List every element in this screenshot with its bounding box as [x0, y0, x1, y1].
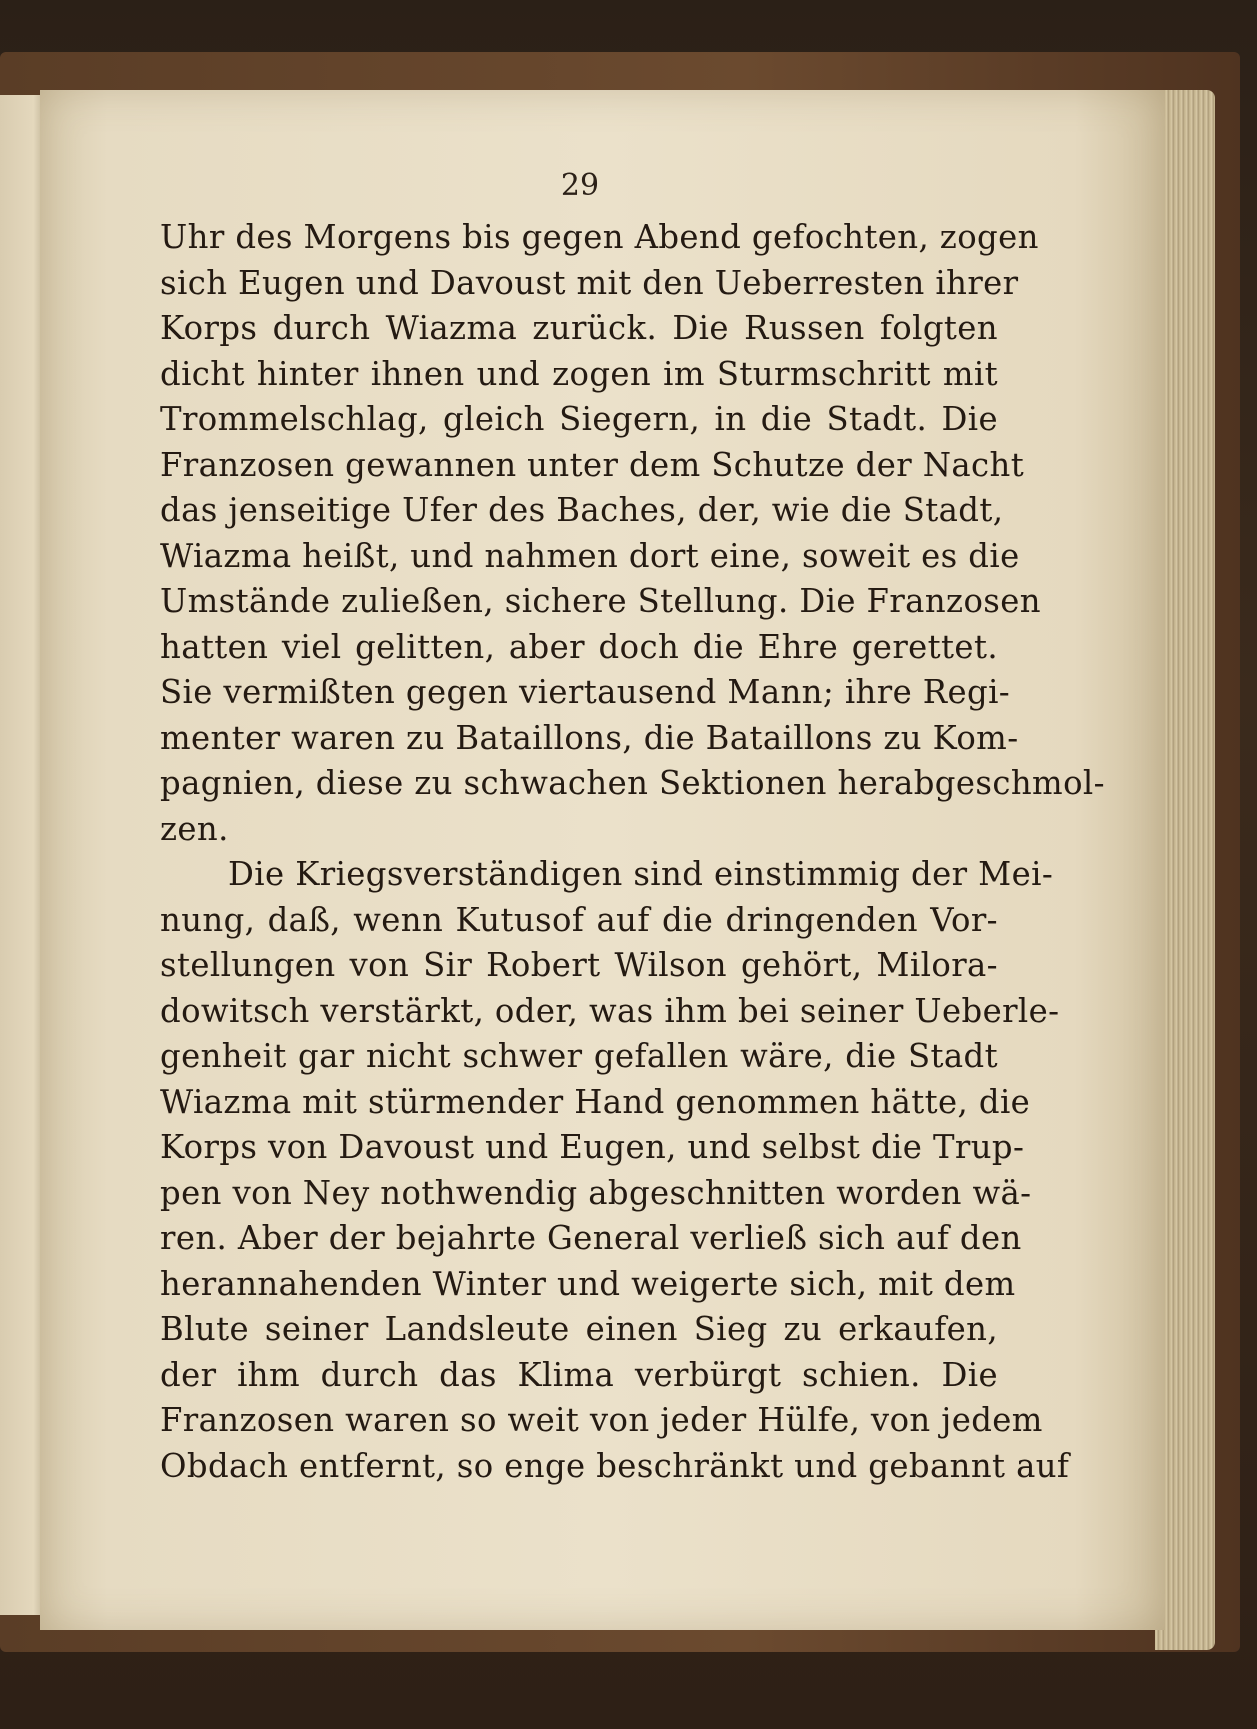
text-line: Obdach entfernt, so enge beschränkt und gebannt auf — [160, 1446, 1070, 1485]
text-line: hatten viel gelitten, aber doch die Ehre gerettet. — [160, 627, 998, 666]
text-line: zen. — [160, 809, 229, 848]
page-number: 29 — [560, 168, 600, 203]
text-line: Wiazma heißt, und nahmen dort eine, soweit es die — [160, 536, 1020, 575]
text-line: dicht hinter ihnen und zogen im Sturmschritt mit — [160, 354, 998, 393]
text-line: Die Kriegsverständigen sind einstimmig der Mei- — [228, 855, 1054, 893]
text-line: genheit gar nicht schwer gefallen wäre, die Stadt — [160, 1037, 998, 1075]
text-line: der ihm durch das Klima verbürgt schien. Die — [160, 1355, 998, 1394]
text-line: Umstände zuließen, sichere Stellung. Die Franzosen — [160, 582, 1041, 620]
text-line: Sie vermißten gegen viertausend Mann; ihre Regi- — [160, 673, 1011, 711]
text-line: Blute seiner Landsleute einen Sieg zu erkaufen, — [160, 1310, 998, 1348]
text-line: Korps durch Wiazma zurück. Die Russen folgten — [160, 309, 998, 347]
text-line: Wiazma mit stürmender Hand genommen hätte, die — [160, 1082, 1031, 1121]
text-line: menter waren zu Bataillons, die Bataillons zu Kom- — [160, 718, 1019, 757]
text-line: sich Eugen und Davoust mit den Ueberresten ihrer — [160, 263, 1019, 302]
text-line: Korps von Davoust und Eugen, und selbst die Trup- — [160, 1128, 1025, 1166]
text-block — [160, 215, 1105, 1489]
paragraph-2 — [160, 852, 1070, 1489]
text-line: Uhr des Morgens bis gegen Abend gefochten, zogen — [160, 218, 1039, 256]
paragraph-1 — [160, 215, 1105, 852]
text-line: Franzosen waren so weit von jeder Hülfe, von jedem — [160, 1401, 1043, 1439]
text-line: herannahenden Winter und weigerte sich, mit dem — [160, 1264, 1016, 1303]
text-line: das jenseitige Ufer des Baches, der, wie die Stadt, — [160, 491, 1004, 529]
text-line: Franzosen gewannen unter dem Schutze der Nacht — [160, 445, 1025, 484]
text-line: ren. Aber der bejahrte General verließ sich auf den — [160, 1219, 1022, 1257]
text-line: pagnien, diese zu schwachen Sektionen herabgeschmol- — [160, 764, 1105, 802]
text-line: stellungen von Sir Robert Wilson gehört, Milora- — [160, 946, 998, 984]
text-line: pen von Ney nothwendig abgeschnitten worden wä- — [160, 1173, 1032, 1212]
text-line: Trommelschlag, gleich Siegern, in die Stadt. Die — [160, 400, 998, 438]
text-line: dowitsch verstärkt, oder, was ihm bei seiner Ueberle- — [160, 991, 1060, 1030]
text-line: nung, daß, wenn Kutusof auf die dringenden Vor- — [160, 900, 998, 939]
